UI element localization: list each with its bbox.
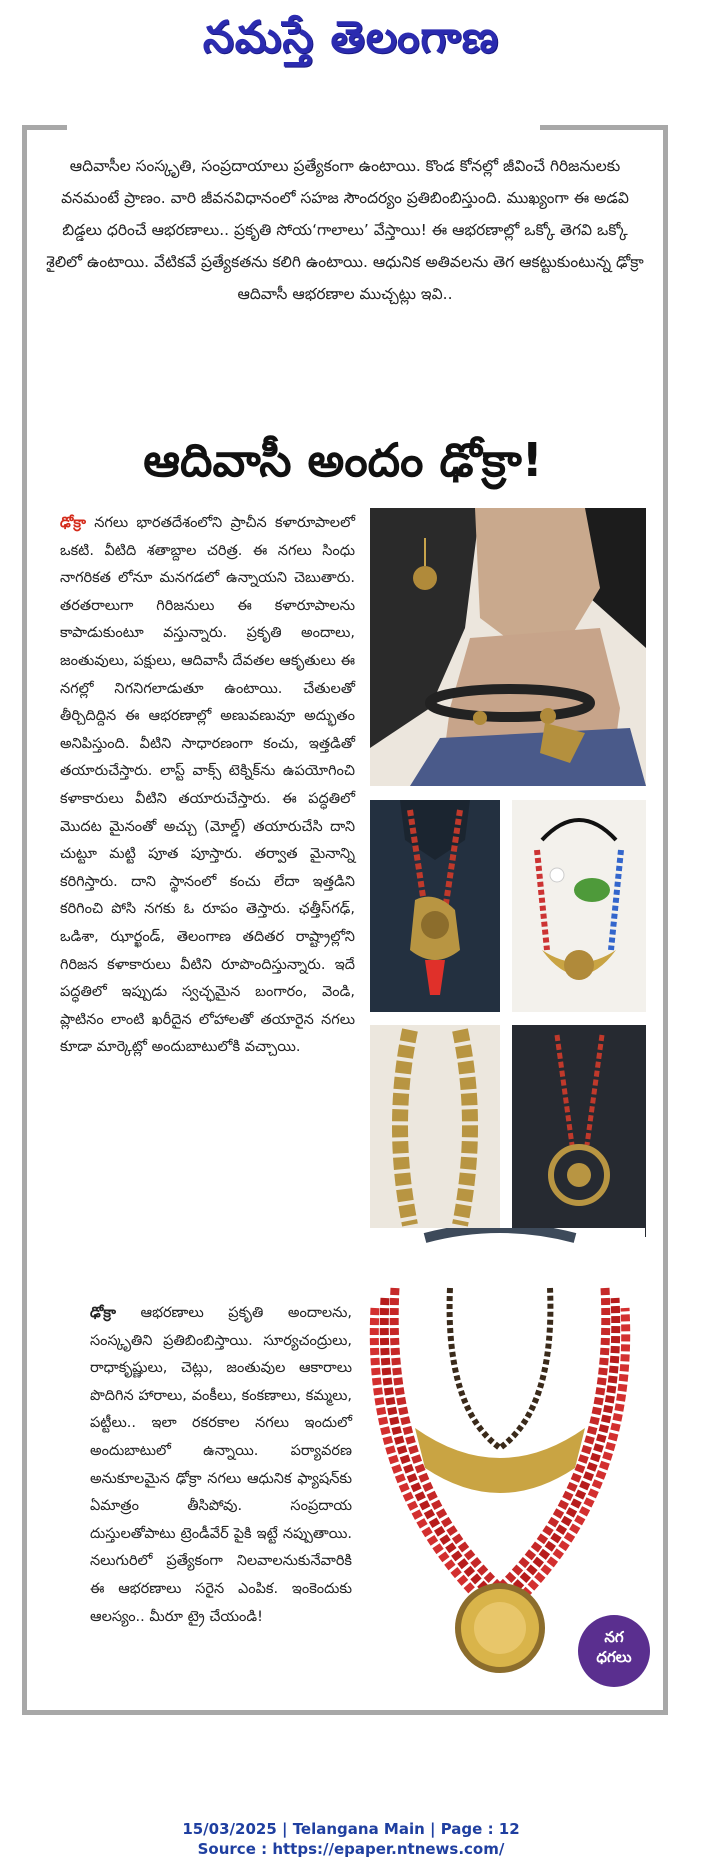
section-badge <box>578 1615 650 1687</box>
headline: ఆదివాసీ అందం ఢోక్రా! <box>143 433 543 487</box>
lead-word: ఢోక్రా <box>60 515 86 531</box>
body-text: నగలు భారతదేశంలోని ప్రాచీన కళారూపాలలో ఒకటి. వీటిది శతాబ్దాల చరిత్ర. ఈ నగలు సింధు నాగరికత లోనూ మనగడలో ఉన్నాయని చెబుతారు. తరతరాలుగా గిరిజనులు ఈ కళారూపాలను కాపాడుకుంటూ వస్తున్నారు. ప్రకృతి అందాలు, జంతువులు, పక్షులు, ఆదివాసీ దేవతల ఆకృతులు ఈ నగల్లో నిగనిగలాడుతూ ఉంటాయి. చేతులతో తీర్చిదిద్దిన ఈ ఆభరణాల్లో అణువణువూ అద్భుతం అనిపిస్తుంది. వీటిని సాధారణంగా కంచు, ఇత్తడితో తయారుచేస్తారు. లాస్ట్ వాక్స్ టెక్నిక్‌ను ఉపయోగించి కళాకారులు వీటిని తయారుచేస్తారు. ఈ పద్ధతిలో మొదట మైనంతో అచ్చు (మోల్డ్) తయారుచేసి దాని చుట్టూ మట్టి పూత పూస్తారు. తర్వాత మైనాన్ని కరిగిస్తారు. దాని స్థానంలో కంచు లేదా ఇత్తడిని కరిగించి పోసి నగకు ఓ రూపం తెస్తారు. ఛత్తీస్‌గఢ్, ఒడిశా, ఝార్ఖండ్, తెలంగాణ తదితర రాష్ట్రాల్లోని గిరిజన కళాకారులు వీటిని రూపొందిస్తున్నారు. ఇదే పద్ధతిలో ఇప్పుడు స్వచ్ఛమైన బంగారం, వెండి, ప్లాటినం లాంటి ఖరీదైన లోహాలతో తయారైన నగలు కూడా మార్కెట్లో అందుబాటులోకి వచ్చాయి. <box>60 515 355 1056</box>
masthead <box>0 8 702 68</box>
lead-word: ఢోక్రా <box>90 1305 116 1321</box>
woman-necklace-illustration <box>370 508 646 786</box>
photo-red-bead-necklace <box>370 800 500 1012</box>
photo-leaf-necklace <box>512 800 646 1012</box>
photo-woman-necklace <box>370 508 646 786</box>
photo-round-pendant <box>512 1025 646 1237</box>
round-pendant-illustration <box>512 1025 646 1237</box>
leaf-necklace-illustration <box>512 800 646 1012</box>
body-column-1 <box>60 510 355 1062</box>
body-text: ఆభరణాలు ప్రకృతి అందాలను, సంస్కృతిని ప్రతిబింబిస్తాయి. సూర్యచంద్రులు, రాధాకృష్ణులు, చెట్లు, జంతువుల ఆకారాలు పొదిగిన హారాలు, వంకీలు, కంకణాలు, కమ్మలు, పట్టీలు.. ఇలా రకరకాల నగలు ఇందులో అందుబాటులో ఉన్నాయి. పర్యావరణ అనుకూలమైన ఢోక్రా నగలు ఆధునిక ఫ్యాషన్‌కు ఏమాత్రం తీసిపోవు. సంప్రదాయ దుస్తులతోపాటు ట్రెండీవేర్ పైకి ఇట్టే నప్పుతాయి. నలుగురిలో ప్రత్యేకంగా నిలవాలనుకునేవారికి ఈ ఆభరణాలు సరైన ఎంపిక. ఇంకెందుకు ఆలస్యం.. మీరూ ట్రై చేయండి! <box>90 1305 352 1625</box>
masthead-title: నమస్తే తెలంగాణ <box>202 12 500 63</box>
intro-paragraph: ఆదివాసీల సంస్కృతి, సంప్రదాయాలు ప్రత్యేకంగా ఉంటాయి. కొండ కోనల్లో జీవించే గిరిజనులకు వనమంటే ప్రాణం. వారి జీవనవిధానంలో సహజ సౌందర్యం ప్రతిబింబిస్తుంది. ముఖ్యంగా ఈ అడవి బిడ్డలు ధరించే ఆభరణాలు.. ప్రకృతి సోయ‘గాలాలు’ వేస్తాయి! ఈ ఆభరణాల్లో ఒక్కో తెగవి ఒక్కో శైలిలో ఉంటాయి. వేటికవే ప్రత్యేకతను కలిగి ఉంటాయి. ఆధునిక అతివలను తెగ ఆకట్టుకుంటున్న ఢోక్రా ఆదివాసీ ఆభరణాల ముచ్చట్లు ఇవి.. <box>46 157 644 303</box>
gold-chain-illustration <box>370 1025 500 1237</box>
badge-line-2: ధగలు <box>596 1648 632 1666</box>
footer-date-page: 15/03/2025 | Telangana Main | Page : 12 <box>182 1820 520 1838</box>
body-column-2 <box>90 1300 352 1631</box>
red-bead-necklace-illustration <box>370 800 500 1012</box>
photo-gold-chain <box>370 1025 500 1237</box>
footer-source: Source : https://epaper.ntnews.com/ <box>197 1840 505 1858</box>
badge-line-1: నగ <box>604 1628 624 1646</box>
